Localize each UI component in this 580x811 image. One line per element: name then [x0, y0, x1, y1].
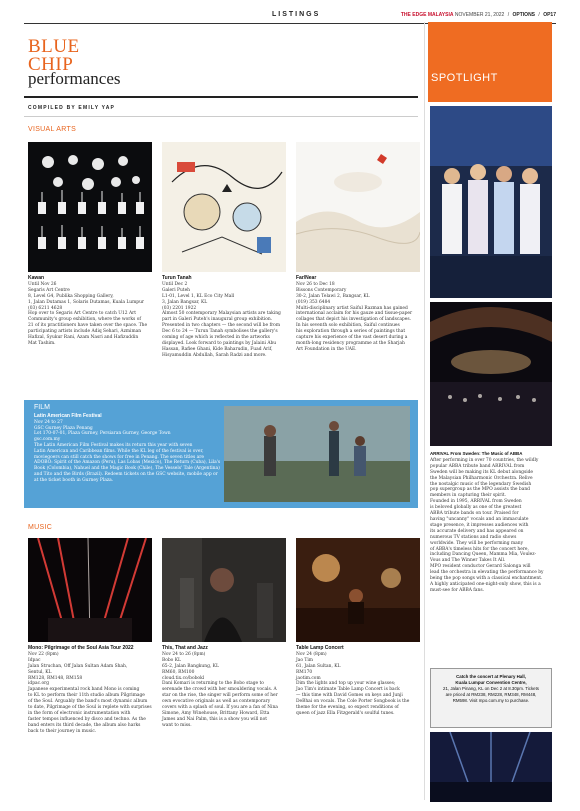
- article-line: popular ABBA tribute band ARRIVAL from: [430, 463, 525, 469]
- table-lamp-concert-photo: [296, 538, 420, 642]
- caption-line: collages that depict his investigation of landscapes.: [296, 317, 411, 323]
- caption-line: jaotim.com: [296, 675, 321, 681]
- article-line: members in capturing their spirit.: [430, 493, 506, 499]
- article-line: ABBA tribute bands on tour. Praised for: [430, 511, 519, 517]
- article-line: having "uncanny" vocals and an immaculate: [430, 516, 529, 522]
- caption-line: Simone, Amy Winehouse, Brittany Howard, Etta: [162, 710, 270, 716]
- brand-name: THE EDGE: [400, 12, 427, 18]
- caption-line: band enters its third decade, the album also harks: [28, 722, 141, 728]
- film-label: FILM: [34, 404, 50, 411]
- caption-line: own evocative originals as well as contemporary: [162, 699, 271, 705]
- art-title: Turun Tanah: [162, 275, 192, 281]
- title-line-2: CHIP: [28, 54, 74, 75]
- caption-line: Bobo KL: [162, 657, 181, 663]
- article-line: of ABBA's timeless hits for the concert here,: [430, 546, 529, 552]
- caption-line: Community's group exhibition, where the works of: [28, 317, 141, 323]
- art-caption-1: [28, 276, 154, 347]
- article-line: must-see for ABBA fans.: [430, 587, 485, 593]
- section-title: LISTINGS: [272, 11, 321, 18]
- caption-line: Sentul, KL: [28, 669, 52, 675]
- caption-line: RM60, RM100: [162, 669, 195, 675]
- caption-line: his exploration through a series of paintings that: [296, 329, 406, 335]
- caption-line: idpac.org: [28, 681, 50, 687]
- caption-line: Jalan Struchan, Off Jalan Sultan Adam Shah,: [28, 663, 128, 669]
- caption-line: Segaris Art Centre: [28, 287, 70, 293]
- caption-line: capture his experience of the vast desert during a: [296, 335, 408, 341]
- caption-line: part in Galeri Puteh's inaugural group exhibition.: [162, 317, 273, 323]
- caption-line: back to their journey in music.: [28, 728, 97, 734]
- article-line: being the pop songs with a classical enchantment.: [430, 576, 543, 582]
- article-line: including Dancing Queen, Mamma Mia, Voulez-: [430, 552, 537, 558]
- film-text: [34, 414, 232, 484]
- film-line: Nov 24 to 27: [34, 419, 63, 425]
- ticket-info-box: [430, 668, 552, 728]
- box-line: Catch the concert at Plenary Hall,: [456, 674, 526, 679]
- film-line: moviegoers can still catch the shows for free in Penang. The seven titles are: [34, 454, 204, 460]
- caption-line: (019) 353 6484: [296, 299, 331, 305]
- caption-line: 21 of its practitioners have taken over the space. The: [28, 323, 148, 329]
- caption-line: serenade the crowd with her smouldering vocals. A: [162, 687, 277, 693]
- caption-line: Presented in two chapters — the second will be from: [162, 323, 280, 329]
- article-line: Founded in 1995, ARRIVAL from Sweden: [430, 499, 522, 505]
- art-caption-2: [162, 276, 288, 359]
- caption-line: participating artists include Adiq Sehari, Azmiman: [28, 329, 142, 335]
- caption-line: star on the rise, the singer will perform some of her: [162, 693, 278, 699]
- film-line: GSC Gurney Plaza Penang: [34, 425, 93, 431]
- film-still-photo: [224, 406, 410, 502]
- caption-line: of the Soul. Arguably the band's most dynamic album: [28, 699, 148, 705]
- byline: COMPILED BY EMILY YAP: [28, 105, 116, 111]
- caption-line: Until Dec 2: [162, 281, 188, 287]
- caption-line: Idpac: [28, 657, 41, 663]
- caption-line: displayed. Look forward to paintings by Jalaini Abu: [162, 340, 277, 346]
- article-line: Sweden will be making its KL debut alongside: [430, 469, 534, 475]
- caption-line: 61, Jalan Sultan, KL: [296, 663, 341, 669]
- orchestra-photo: [430, 302, 552, 446]
- caption-line: Jao Tim's intimate Table Lamp Concert is back: [296, 687, 400, 693]
- caption-line: faster tempos influenced by disco and techno. As the: [28, 716, 146, 722]
- film-line: gsc.com.my: [34, 437, 61, 443]
- film-line: Latin American and Caribbean films. While the KL leg of the festival is over,: [34, 448, 204, 454]
- caption-line: Hafizal, Syukur Rani, Azam Nasri and Hafizuddin: [28, 335, 139, 341]
- article-line: After performing in over 70 countries, the wildly: [430, 457, 539, 463]
- music-caption-2: [162, 646, 288, 729]
- caption-line: cloud.tix.co/bobokl: [162, 675, 205, 681]
- caption-line: Hisyamuddin Abdullah, Sarah Radzi and more.: [162, 352, 267, 358]
- caption-line: In his seventh solo exhibition, Saiful continues: [296, 323, 400, 329]
- caption-line: Almost 50 contemporary Malaysian artists are taking: [162, 311, 281, 317]
- abba-band-photo: [430, 106, 552, 298]
- music-caption-3: [296, 646, 422, 717]
- caption-line: to date, Pilgrimage of the Soul is replete with surprises: [28, 705, 152, 711]
- column-divider: [424, 22, 425, 800]
- film-line: Book (Colombia), Nahuel and the Magic Book (Chile), The Vessels' Tale (Argentina): [34, 466, 220, 472]
- masthead: THE EDGE MALAYSIA NOVEMBER 21, 2022 / OPTIONS / OP17: [400, 12, 556, 18]
- concert-stage-photo: [430, 732, 552, 802]
- caption-line: want to miss.: [162, 722, 192, 728]
- section-right: OPTIONS: [512, 12, 536, 18]
- caption-line: 30-2, Jalan Telawi 2, Bangsar, KL: [296, 293, 370, 299]
- caption-line: DeBhai on vocals. The Cole Porter Songbook is the: [296, 699, 410, 705]
- caption-line: 8, Level G4, Publika Shopping Gallery,: [28, 293, 114, 299]
- caption-line: to KL to perform their 11th studio album Pilgrimage: [28, 693, 145, 699]
- article-line: MPO resident conductor Gerard Salonga will: [430, 564, 531, 570]
- music-title: Mono: Pilgrimage of the Soul Asia Tour 2022: [28, 645, 134, 651]
- article-line: Vous and The Winner Takes It All.: [430, 558, 506, 564]
- caption-line: queen of jazz Ella Fitzgerald's soulful tunes.: [296, 710, 395, 716]
- caption-line: Art Foundation in the UAE.: [296, 346, 357, 352]
- art-title: Kawan: [28, 275, 45, 281]
- article-line: A highly anticipated one-night-only show, this is a: [430, 581, 541, 587]
- box-line: are priced at RM238, RM228, RM348, RM448,: [445, 692, 537, 697]
- film-title: Latin American Film Festival: [34, 413, 102, 419]
- box-line: RM598. Visit mpo.com.my to purchase.: [452, 698, 530, 703]
- film-line: at the ticket booth in Gurney Plaza.: [34, 477, 114, 483]
- article-line: its accurate delivery and has appeared on: [430, 528, 524, 534]
- feature-title-bottom: performances: [28, 69, 121, 88]
- caption-line: month-long residency programme at the Sharjah: [296, 340, 405, 346]
- caption-line: 3, Jalan Bangsar, KL: [162, 299, 208, 305]
- caption-line: Jao Tim: [296, 657, 313, 663]
- edition: MALAYSIA: [427, 12, 454, 18]
- caption-line: 65-2, Jalan Bangkung, KL: [162, 663, 219, 669]
- issue-date: NOVEMBER 21, 2022: [454, 12, 505, 18]
- spotlight-banner: [428, 22, 552, 102]
- article-line: the nostalgic music of the legendary Swedish: [430, 481, 532, 487]
- article-line: the Malaysian Philharmonic Orchestra. Relive: [430, 475, 533, 481]
- far-near-artwork: [296, 142, 420, 272]
- caption-line: — this time with David Gomes on keys and Junji: [296, 693, 403, 699]
- caption-line: Nov 22 (8pm): [28, 651, 59, 657]
- film-line: The Latin American Film Festival makes its return this year with seven: [34, 442, 193, 448]
- caption-line: Dim the lights and top up your wine glasses;: [296, 681, 396, 687]
- article-line: pop supergroup as the MPO assists the band: [430, 487, 530, 493]
- art-caption-3: [296, 276, 422, 353]
- mono-concert-photo: [28, 538, 152, 642]
- caption-line: (03) 6211 4628: [28, 305, 63, 311]
- caption-line: Dani Komari is returning to the Bobo stage to: [162, 681, 264, 687]
- title-line-1: BLUE: [28, 36, 80, 57]
- article-line: numerous TV stations and radio shows: [430, 534, 517, 540]
- film-line: ADOBO: Spirit of the Amazon (Peru), Las Lobas (Mexico), The Return (Cuba), Lila's: [34, 460, 221, 466]
- turun-tanah-artwork: [162, 142, 286, 272]
- caption-line: RM170: [296, 669, 313, 675]
- article-line: is beloved globally as one of the greatest: [430, 505, 522, 511]
- spotlight-label: SPOTLIGHT: [431, 72, 498, 84]
- caption-line: coming of age which is reflected in the artworks: [162, 335, 270, 341]
- caption-line: Dec 6 to 24 — Turun Tanah symbolises the gallery's: [162, 329, 278, 335]
- article-line: stage presence, it impresses audiences with: [430, 522, 529, 528]
- box-line: 21, Jalan Pinang, KL on Dec 2 at 8.30pm. Tickets: [443, 686, 539, 691]
- article-line: worldwide. They will be performing many: [430, 540, 524, 546]
- art-title: Far/Near: [296, 275, 317, 281]
- caption-line: (03) 2201 1922: [162, 305, 197, 311]
- film-line: and Tito and the Birds (Brazil). Redeem tickets on the GSC website, mobile app or: [34, 471, 218, 477]
- caption-line: in the form of electronic instrumentation with: [28, 710, 131, 716]
- music-title: Table Lamp Concert: [296, 645, 344, 651]
- spotlight-lead: ARRIVAL From Sweden: The Music of ABBA: [430, 451, 523, 456]
- caption-line: RM128, RM148, RM158: [28, 675, 83, 681]
- article-line: lead the orchestra in elevating the performance by: [430, 570, 544, 576]
- spotlight-article: [430, 451, 552, 594]
- caption-line: Hassan, Rafiee Ghani, Kide Baharudin, Fuad Arif,: [162, 346, 273, 352]
- visual-arts-label: VISUAL ARTS: [28, 126, 77, 133]
- caption-line: Bissons Contemporary: [296, 287, 347, 293]
- kawan-artwork: [28, 142, 152, 272]
- music-caption-1: [28, 646, 158, 735]
- page-number: OP17: [543, 12, 556, 18]
- caption-line: covers with a splash of soul. If you are a fan of Nina: [162, 705, 278, 711]
- film-line: Lot 170-07-01, Plaza Gurney, Persiaran Gurney, George Town: [34, 431, 171, 437]
- music-label: MUSIC: [28, 524, 53, 531]
- caption-line: Nov 26 to Dec 18: [296, 281, 335, 287]
- jazz-singer-photo: [162, 538, 286, 642]
- caption-line: Japanese experimental rock band Mono is coming: [28, 687, 140, 693]
- caption-line: Nov 24 (8pm): [296, 651, 327, 657]
- caption-line: Multi-disciplinary artist Saiful Razman has gained: [296, 305, 408, 311]
- caption-line: Nov 24 to 26 (8pm): [162, 651, 206, 657]
- caption-line: L1-01, Level 1, KL Eco City Mall: [162, 293, 235, 299]
- caption-line: theme for the evening, so expect renditions of: [296, 705, 399, 711]
- film-section: [24, 400, 418, 508]
- caption-line: Hop over to Segaris Art Centre to catch U12 Art: [28, 311, 137, 317]
- caption-line: 1, Jalan Dutamas 1, Solaris Dutamas, Kuala Lumpur: [28, 299, 145, 305]
- title-rule: [24, 96, 418, 98]
- box-line: Kuala Lumpur Convention Centre,: [455, 680, 527, 685]
- byline-rule: [24, 116, 418, 117]
- caption-line: Galeri Puteh: [162, 287, 190, 293]
- caption-line: Until Nov 26: [28, 281, 57, 287]
- caption-line: James and Nai Palm, this is a show you will not: [162, 716, 267, 722]
- caption-line: international acclaim for his gauze and tissue-paper: [296, 311, 413, 317]
- caption-line: Mat Tashim.: [28, 340, 56, 346]
- music-title: This, That and Jazz: [162, 645, 208, 651]
